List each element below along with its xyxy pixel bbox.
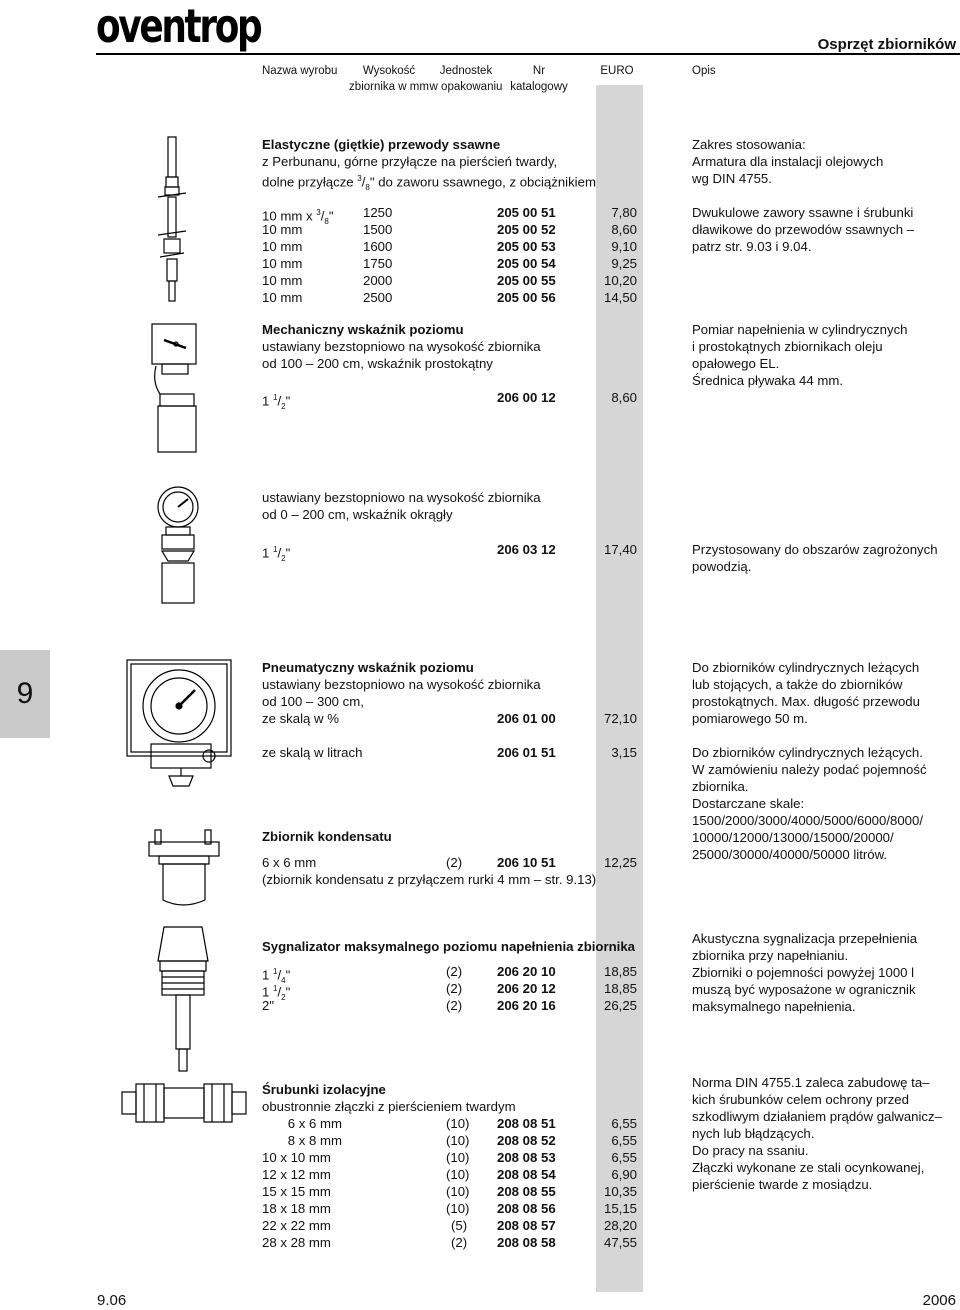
union-row-units: (10) [446, 1184, 470, 1199]
insulating-union-illustration [120, 1078, 250, 1128]
pneu-note [692, 659, 920, 727]
mech-size: 1 $^1/_2$" [262, 393, 291, 412]
note-line: Armatura dla instalacji olejowych [692, 154, 884, 169]
note-line: 25000/30000/40000/50000 litrów. [692, 847, 888, 862]
hose-row-nr: 205 00 52 [497, 222, 556, 237]
note-line: W zamówieniu należy podać pojemność [692, 762, 927, 777]
union-row-size: 8 x 8 mm [287, 1133, 342, 1148]
union-row-units: (10) [446, 1167, 470, 1182]
hose-row-euro: 9,25 [611, 256, 637, 271]
fraction-num: 3 [316, 208, 321, 217]
hose-row-height: 1500 [363, 222, 393, 237]
col-header-height-line1: Wysokość [362, 65, 416, 77]
union-row-euro: 28,20 [603, 1218, 637, 1233]
chapter-tab: 9 [0, 650, 50, 738]
union-row-units: (10) [446, 1201, 470, 1216]
note-line: i prostokątnych zbiornikach oleju [692, 339, 883, 354]
hose-row-size: 10 mm [262, 256, 303, 271]
union-row-nr: 208 08 54 [497, 1167, 556, 1182]
mech-note [692, 321, 908, 389]
size-text: 1 [262, 967, 273, 983]
unions-note [692, 1074, 942, 1193]
note-line: Dostarczane skale: [692, 796, 805, 811]
note-line: zbiornika. [692, 779, 749, 794]
round-indicator-illustration [150, 485, 210, 605]
union-row-nr: 208 08 53 [497, 1150, 556, 1165]
note-line: wg DIN 4755. [692, 171, 772, 186]
union-row-units: (5) [451, 1218, 468, 1233]
note-line: powodzią. [692, 559, 752, 574]
hose-row-height: 1750 [363, 256, 393, 271]
sig-note [692, 930, 917, 1015]
fraction-den: 4 [281, 976, 286, 986]
size-text: 1 [262, 393, 273, 409]
cond-euro: 12,25 [603, 855, 637, 870]
sig-row-size: 2" [262, 998, 275, 1013]
note-line: Norma DIN 4755.1 zaleca zabudowę ta– [692, 1075, 930, 1090]
size-text: " [285, 545, 291, 561]
note-line: opałowego EL. [692, 356, 780, 371]
pneu-row-euro: 72,10 [603, 711, 637, 726]
note-line: Do pracy na ssaniu. [692, 1143, 809, 1158]
hose-row-size: 10 mm [262, 239, 303, 254]
hose-row-size: 10 mm [262, 273, 303, 288]
pneu-row-label: ze skalą w % [262, 711, 339, 726]
union-row-size: 18 x 18 mm [262, 1201, 331, 1216]
fraction-den: 2 [281, 993, 286, 1003]
suction-hose-illustration [150, 135, 200, 305]
pneu-desc-line: ustawiany bezstopniowo na wysokość zbiornika [262, 677, 541, 692]
sig-row-euro: 18,85 [603, 981, 637, 996]
condensate-tank-illustration [145, 828, 225, 910]
section-title: Osprzęt zbiorników [817, 36, 956, 53]
hoses-note-valves [692, 204, 914, 255]
union-row-size: 15 x 15 mm [262, 1184, 331, 1199]
hose-row-height: 1600 [363, 239, 393, 254]
round-nr: 206 03 12 [497, 542, 556, 557]
round-euro: 17,40 [603, 542, 637, 557]
hose-row-euro: 14,50 [603, 290, 637, 305]
note-line: Złączki wykonane ze stali ocynkowanej, [692, 1160, 925, 1175]
union-row-euro: 15,15 [603, 1201, 637, 1216]
header-rule [96, 53, 960, 55]
fraction-den: 8 [365, 183, 370, 193]
union-row-euro: 6,90 [611, 1167, 637, 1182]
col-header-name-text: Nazwa wyrobu [262, 65, 338, 77]
col-header-units-line2: w opakowaniu [429, 81, 503, 93]
sig-row-units: (2) [446, 998, 463, 1013]
hose-row-euro: 8,60 [611, 222, 637, 237]
fraction-num: 1 [273, 967, 278, 976]
hose-row-euro: 9,10 [611, 239, 637, 254]
union-row-euro: 6,55 [611, 1133, 637, 1148]
hose-row-nr: 205 00 55 [497, 273, 556, 288]
sig-row-euro: 26,25 [603, 998, 637, 1013]
hose-row-height: 1250 [363, 205, 393, 220]
col-header-units-line1: Jednostek [439, 65, 493, 77]
fraction-den: 8 [324, 217, 329, 227]
union-row-size: 10 x 10 mm [262, 1150, 331, 1165]
col-header-nr [504, 63, 574, 95]
hose-row-euro: 10,20 [603, 273, 637, 288]
size-text: " [285, 393, 291, 409]
note-line: lub stojących, a także do zbiorników [692, 677, 903, 692]
union-row-nr: 208 08 56 [497, 1201, 556, 1216]
unions-subtitle: obustronnie złączki z pierścieniem twardym [262, 1099, 516, 1114]
hoses-desc-line: dolne przyłącze $^3/_8$" do zaworu ssawnego, z obciążnikiem [262, 174, 596, 193]
sig-row-size: 1 $^1/_4$" [262, 967, 291, 986]
col-header-height-line2: zbiornika w mm [349, 81, 429, 93]
hose-row-nr: 205 00 51 [497, 205, 556, 220]
union-row-nr: 208 08 52 [497, 1133, 556, 1148]
note-line: nych lub błądzących. [692, 1126, 815, 1141]
sig-row-euro: 18,85 [603, 964, 637, 979]
hose-row-size: 10 mm [262, 290, 303, 305]
cond-title: Zbiornik kondensatu [262, 829, 392, 844]
note-line: Przystosowany do obszarów zagrożonych [692, 542, 938, 557]
footer-year: 2006 [922, 1292, 956, 1309]
note-line: muszą być wyposażone w ogranicznik [692, 982, 916, 997]
sig-row-units: (2) [446, 981, 463, 996]
mech-euro: 8,60 [611, 390, 637, 405]
overfill-signaller-illustration [150, 925, 220, 1075]
note-line: Pomiar napełnienia w cylindrycznych [692, 322, 908, 337]
hose-row-size: 10 mm x $^3/_8$" [262, 208, 334, 227]
mechanical-indicator-illustration [150, 322, 210, 462]
union-row-euro: 6,55 [611, 1116, 637, 1131]
hoses-note [692, 136, 883, 187]
col-header-euro: EURO [600, 65, 634, 77]
note-line: zbiornika przy napełnianiu. [692, 948, 849, 963]
hoses-desc-line: z Perbunanu, górne przyłącze na pierścień twardy, [262, 154, 558, 169]
pneumatic-pump-illustration [145, 740, 225, 790]
note-line: pierścienie twarde z mosiądzu. [692, 1177, 873, 1192]
union-row-units: (10) [446, 1116, 470, 1131]
round-size: 1 $^1/_2$" [262, 545, 291, 564]
col-header-nr-line2: katalogowy [510, 81, 568, 93]
pneu-row-euro: 3,15 [611, 745, 637, 760]
size-text: " [285, 967, 291, 983]
note-line: Zbiorniki o pojemności powyżej 1000 l [692, 965, 915, 980]
sig-row-nr: 206 20 12 [497, 981, 556, 996]
col-header-nr-line1: Nr [532, 65, 546, 77]
note-line: Do zbiorników cylindrycznych leżących. [692, 745, 923, 760]
note-line: Akustyczna sygnalizacja przepełnienia [692, 931, 918, 946]
hose-row-nr: 205 00 54 [497, 256, 556, 271]
sig-title: Sygnalizator maksymalnego poziomu napełnienia zbiornika [262, 939, 635, 954]
page-number: 9.06 [97, 1292, 127, 1309]
size-text: " [328, 208, 334, 224]
union-row-units: (2) [451, 1235, 468, 1250]
union-row-size: 6 x 6 mm [287, 1116, 342, 1131]
hose-row-size: 10 mm [262, 222, 303, 237]
mech-desc-line: od 100 – 200 cm, wskaźnik prostokątny [262, 356, 493, 371]
mech-title: Mechaniczny wskaźnik poziomu [262, 322, 464, 337]
fraction-den: 2 [281, 554, 286, 564]
union-row-size: 28 x 28 mm [262, 1235, 331, 1250]
hose-row-nr: 205 00 53 [497, 239, 556, 254]
cond-units: (2) [446, 855, 463, 870]
size-text: 1 [262, 545, 273, 561]
pneu-row-nr: 206 01 00 [497, 711, 556, 726]
mech-desc-line: ustawiany bezstopniowo na wysokość zbiornika [262, 339, 541, 354]
fraction-num: 1 [273, 545, 278, 554]
fraction-num: 1 [273, 393, 278, 402]
hose-row-height: 2500 [363, 290, 393, 305]
hose-row-nr: 205 00 56 [497, 290, 556, 305]
sig-row-nr: 206 20 16 [497, 998, 556, 1013]
note-line: patrz str. 9.03 i 9.04. [692, 239, 812, 254]
fraction-num: 1 [273, 984, 278, 993]
hoses-title: Elastyczne (giętkie) przewody ssawne [262, 137, 501, 152]
note-line: Średnica pływaka 44 mm. [692, 373, 843, 388]
pneu-row-nr: 206 01 51 [497, 745, 556, 760]
note-line: szkodliwym działaniem prądów galwanicz– [692, 1109, 942, 1124]
col-header-height [344, 63, 434, 95]
col-header-units [426, 63, 506, 95]
union-row-size: 22 x 22 mm [262, 1218, 331, 1233]
sig-row-nr: 206 20 10 [497, 964, 556, 979]
hoses-desc-text: dolne przyłącze [262, 174, 358, 190]
union-row-nr: 208 08 51 [497, 1116, 556, 1131]
pneu-desc-line: od 100 – 300 cm, [262, 694, 364, 709]
sig-row-units: (2) [446, 964, 463, 979]
size-text: 1 [262, 984, 273, 1000]
fraction-den: 2 [281, 402, 286, 412]
union-row-units: (10) [446, 1150, 470, 1165]
pneu-title: Pneumatyczny wskaźnik poziomu [262, 660, 474, 675]
cond-sub: (zbiornik kondensatu z przyłączem rurki 4 mm – str. 9.13) [262, 872, 597, 887]
note-line: 10000/12000/13000/15000/20000/ [692, 830, 894, 845]
union-row-euro: 6,55 [611, 1150, 637, 1165]
union-row-euro: 47,55 [603, 1235, 637, 1250]
union-row-nr: 208 08 57 [497, 1218, 556, 1233]
round-desc-line: ustawiany bezstopniowo na wysokość zbiornika [262, 490, 541, 505]
note-line: 1500/2000/3000/4000/5000/6000/8000/ [692, 813, 924, 828]
sig-row-size: 1 $^1/_2$" [262, 984, 291, 1003]
note-line: Dwukulowe zawory ssawne i śrubunki [692, 205, 914, 220]
round-desc-line: od 0 – 200 cm, wskaźnik okrągły [262, 507, 453, 522]
fraction-num: 3 [357, 174, 362, 183]
size-text: 10 mm x [262, 208, 317, 224]
union-row-units: (10) [446, 1133, 470, 1148]
note-line: Zakres stosowania: [692, 137, 806, 152]
unions-title: Śrubunki izolacyjne [262, 1082, 386, 1097]
hose-row-euro: 7,80 [611, 205, 637, 220]
cond-size: 6 x 6 mm [262, 855, 317, 870]
note-line: kich śrubunków celem ochrony przed [692, 1092, 909, 1107]
note-line: Do zbiorników cylindrycznych leżących [692, 660, 920, 675]
mech-nr: 206 00 12 [497, 390, 556, 405]
union-row-size: 12 x 12 mm [262, 1167, 331, 1182]
note-line: dławikowe do przewodów ssawnych – [692, 222, 915, 237]
union-row-nr: 208 08 55 [497, 1184, 556, 1199]
note-line: maksymalnego napełnienia. [692, 999, 856, 1014]
note-line: prostokątnych. Max. długość przewodu [692, 694, 920, 709]
col-header-name [262, 63, 337, 79]
union-row-euro: 10,35 [603, 1184, 637, 1199]
pneu-row-label: ze skalą w litrach [262, 745, 363, 760]
round-note [692, 541, 938, 575]
size-text: " [285, 984, 291, 1000]
pneu-note-scales [692, 744, 927, 863]
union-row-nr: 208 08 58 [497, 1235, 556, 1250]
oventrop-logo: oventrop [96, 0, 261, 53]
hose-row-height: 2000 [363, 273, 393, 288]
hoses-desc-text: " do zaworu ssawnego, z obciążnikiem [369, 174, 596, 190]
note-line: pomiarowego 50 m. [692, 711, 808, 726]
cond-nr: 206 10 51 [497, 855, 556, 870]
col-header-opis: Opis [692, 65, 716, 77]
